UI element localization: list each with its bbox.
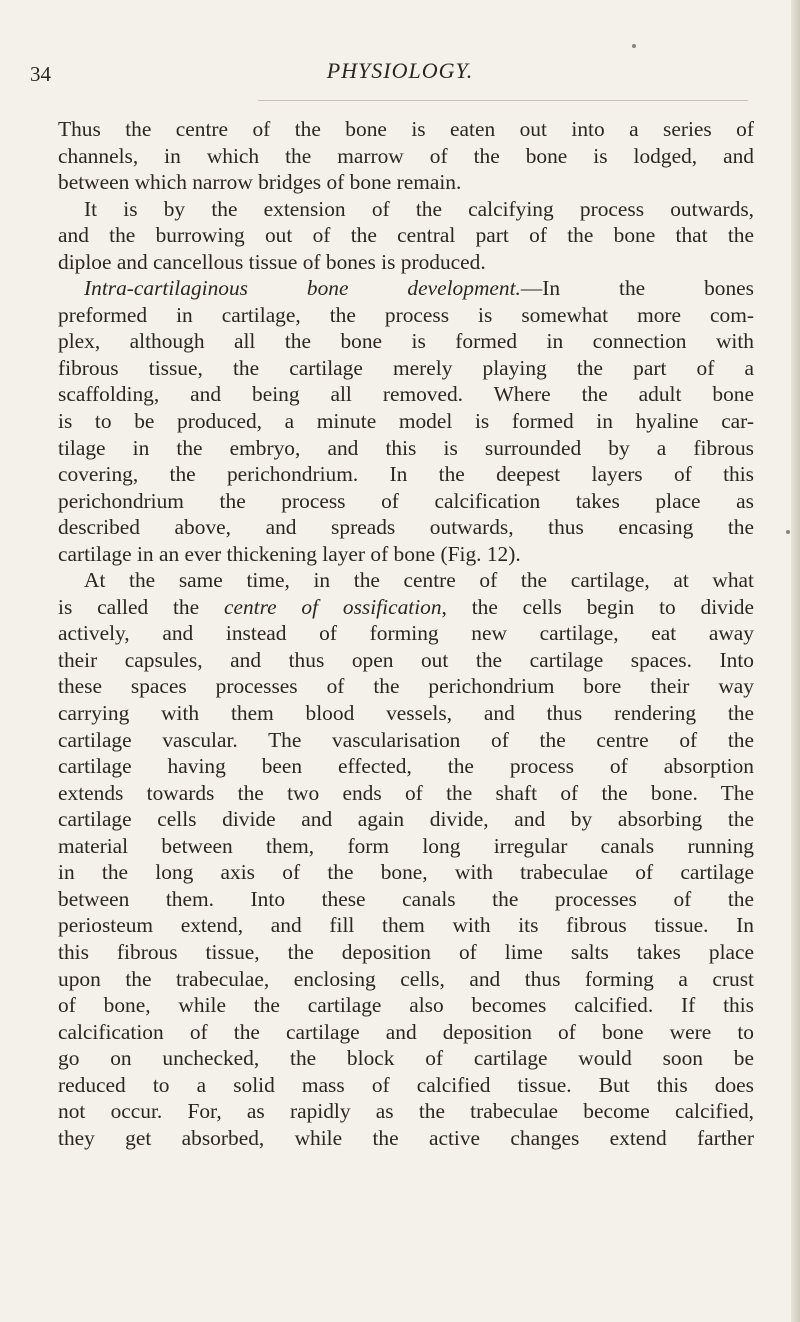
text-line: periosteum extend, and fill them with its fibrous tissue. In xyxy=(58,913,754,938)
page-number: 34 xyxy=(30,62,51,86)
text-line: preformed in cartilage, the process is somewhat more com- xyxy=(58,302,754,327)
text-line: actively, and instead of forming new cartilage, eat away xyxy=(58,621,754,646)
text-line: upon the trabeculae, enclosing cells, and thus forming a crust xyxy=(58,966,754,991)
text-line: between them. Into these canals the processes of the xyxy=(58,886,754,911)
text-line: in the long axis of the bone, with trabeculae of cartilage xyxy=(58,860,754,885)
header-rule xyxy=(258,100,748,101)
text-line: these spaces processes of the perichondrium bore their way xyxy=(58,674,754,699)
text-line: At the same time, in the centre of the cartilage, at what xyxy=(84,568,754,593)
text-line: fibrous tissue, the cartilage merely playing the part of a xyxy=(58,355,754,380)
text-line: cartilage in an ever thickening layer of bone (Fig. 12). xyxy=(58,541,521,566)
text-line: not occur. For, as rapidly as the trabeculae become calcified, xyxy=(58,1099,754,1124)
paper-speck xyxy=(786,530,790,534)
section-heading: Intra-cartilaginous bone development. xyxy=(84,276,521,301)
text-line: covering, the perichondrium. In the deepest layers of this xyxy=(58,462,754,487)
text-fragment: is called the xyxy=(58,594,224,619)
text-line: diploe and cancellous tissue of bones is produced. xyxy=(58,249,486,274)
text-line: cartilage cells divide and again divide, and by absorbing the xyxy=(58,807,754,832)
text-line: between which narrow bridges of bone remain. xyxy=(58,170,462,195)
paper-speck xyxy=(632,44,636,48)
running-title: PHYSIOLOGY. xyxy=(326,58,474,83)
text-line: scaffolding, and being all removed. Where the adult bone xyxy=(58,382,754,407)
text-line: of bone, while the cartilage also becomes calcified. If this xyxy=(58,993,754,1018)
text-line: It is by the extension of the calcifying process outwards, xyxy=(84,196,754,221)
text-line: channels, in which the marrow of the bone is lodged, and xyxy=(58,143,754,168)
text-line: Thus the centre of the bone is eaten out into a series of xyxy=(58,117,754,141)
text-line: tilage in the embryo, and this is surrounded by a fibrous xyxy=(58,435,754,460)
text-line: reduced to a solid mass of calcified tissue. But this does xyxy=(58,1072,754,1097)
body-text xyxy=(58,116,754,1151)
text-line: material between them, form long irregular canals running xyxy=(58,833,754,858)
text-fragment: , the cells begin to divide xyxy=(441,594,754,619)
text-fragment: —In the bones xyxy=(520,276,754,301)
text-line: perichondrium the process of calcification takes place as xyxy=(58,488,754,513)
section-heading-line xyxy=(58,275,754,302)
text-line: their capsules, and thus open out the cartilage spaces. Into xyxy=(58,647,754,672)
text-line: extends towards the two ends of the shaft of the bone. The xyxy=(58,780,754,805)
text-line: and the burrowing out of the central part of the bone that the xyxy=(58,223,754,248)
text-line: cartilage vascular. The vascularisation of the centre of the xyxy=(58,727,754,752)
text-line: described above, and spreads outwards, thus encasing the xyxy=(58,515,754,540)
text-line: they get absorbed, while the active changes extend farther xyxy=(58,1125,754,1150)
text-line: is to be produced, a minute model is formed in hyaline car- xyxy=(58,409,754,434)
text-line: calcification of the cartilage and deposition of bone were to xyxy=(58,1019,754,1044)
text-line: carrying with them blood vessels, and thus rendering the xyxy=(58,701,754,726)
term-line xyxy=(58,594,754,621)
text-line: go on unchecked, the block of cartilage would soon be xyxy=(58,1046,754,1071)
page-edge-shadow xyxy=(791,0,800,1322)
italic-term: centre of ossification xyxy=(223,594,442,619)
text-line: this fibrous tissue, the deposition of lime salts takes place xyxy=(58,939,754,964)
text-line: cartilage having been effected, the process of absorption xyxy=(58,754,754,779)
text-line: plex, although all the bone is formed in connection with xyxy=(58,329,754,354)
